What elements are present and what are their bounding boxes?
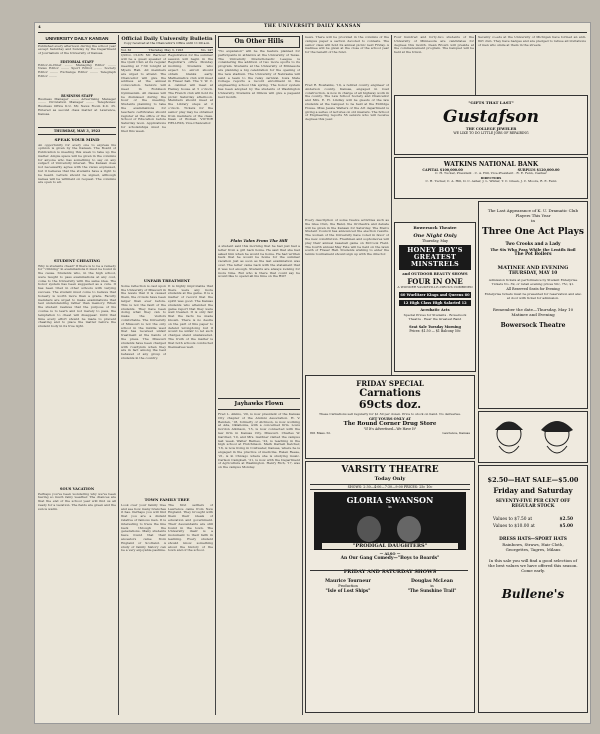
- bowersock-heading: Bowersock Theatre: [413, 225, 457, 230]
- ticket-prices: Prices: $1.50 — $1 Balcony 50c: [409, 328, 461, 333]
- student-cheating-heading: STUDENT CHEATING: [53, 257, 101, 263]
- watkins-bank: WATKINS NATIONAL BANK: [443, 161, 539, 168]
- ladies-illustration: [478, 411, 588, 463]
- reserved-seats: All Reserved Seats for Evening: [506, 286, 560, 291]
- showtimes: SHOWS: 2:30—4:00—7:30—9:00 PRICES: 25c 10c: [310, 484, 470, 490]
- seat-sale: Seat Sale Tuesday Morning: [409, 324, 461, 329]
- jayhawks-flown-heading: Jayhawks Flown: [218, 398, 300, 410]
- issue-number: No. 147: [200, 47, 213, 52]
- paper-title: UNIVERSITY DAILY KANSAN: [45, 36, 109, 41]
- minstrel-show-name: HONEY BOY'S GREATEST MINSTRELS: [399, 245, 471, 270]
- materials-2: Georgettes, Tagres, Milans: [505, 547, 561, 552]
- newspaper-page: 4 THE UNIVERSITY DAILY KANSAN UNIVERSITY DAILY KANSAN Published every afternoon during the school year except Saturday and Sunday by the Department of Journalism of the University of Kansas. EDITORIAL STAFF Editor-in-Chief ........ Managing Editor ........ News Editor ........ Sport Editor ........ Society Editor ........ Exchange Editor ........ Telegraph Editor ........ BUSINESS STAFF Business Manager ........ Advertising Manager ........ Circulation Manager ........ Telephones: Business Office K.U. 66; News Room K.U. 25. Entered as second class matter at Lawrence, Kansas. THURSDAY, MAY 3, 1923 SPEAK YOUR MIND An opportunity for every one to express his opinion is given by the Kansan. The Board of Publication is meeting this week to take up the matter. Ample space will be given in the columns for anyone who has something to say on any subject of University interest. The Kansan does not necessarily agree with the views expressed, but it believes that the students have a right to be heard. Letters should be signed, although names will be withheld on request. The columns are open to all. STUDENT CHEATING Why is students cheat? If there is to be a remedy for "cribbing" in examinations it must be found in the cause. Students who, in the high school, were taught to pass examinations at any cost, come to the University with the same idea. The honor system has been suggested as a cure. It has been tried in other schools with varying success. The student must come to believe that honesty is worth more than a grade. Faculty members are urged to make examinations that test understanding rather than memory. When the student realizes that the purpose of his course is to learn and not merely to pass, the temptation to cheat will disappear. Until that time every effort should be made to prevent cheating and to place the matter before the student body in its true light. SOUS VACATION Perhaps you've been wondering why we've been having so much rainy weather. The chances are that the end of the school year will find us all ready for a vacation. The fields are green and the sun is warm. Official Daily University Bulletin Copy received at the Chancellor's Office until 11:00 a.m. Vol. XI Thursday, May 3, 1923 No. 147 QUILL CLUB: Mr. Barbour will be a guest speaker of the Quill Club at its regular meeting at 7:30 tonight at Myers Hall. All members are urged to attend. The Chancellor will give the address at the annual convocation. Seniors will meet in Robinson Gymnasium. All classes will be dismissed during the hour of the meeting. Students planning to take the examinations for teachers certificates should register at the office of the School of Education before Saturday noon. Applications for scholarships must be filed this week. Registration for the summer session will begin in the Registrar's office Monday morning. Students who expect to enroll should obtain blanks early. Mathematics club will meet in Fraser hall. The Y. W. C. A. cabinet will meet at Henley house at 5 o'clock. The French club will hold its picnic Saturday afternoon. Members should meet at the Library steps at 2 o'clock. Tickets for the senior play may be obtained from members of the class. Dean of Women. VICTOR HELLEKS, Vice-Chancellor. UNFAIR TREATMENT Some reflection is cast upon the University of Missouri in the levels that it is caused them, the crowds have been larger than ever before. This is not the fault of the students. They have been doing what they can to make the visitors comfortable. The University of Missouri is not the only school in the middle west that has received unfair treatment at the hands of the press. The Missouri students have been charged with rowdyism when they are in fact among the best behaved of any group of students in the country. It is highly improbable that there were any more students at the game. It is a matter of record that the spirit was good. The Kansas students who attended the game report that they were well treated. It is only fair that the facts be made known. There is no desire on the part of this paper to defend wrongdoing but it would be unfair to let such charges stand unanswered. The truth of the matter is that both schools conducted themselves well. TOWN FAMILY TREE Look over your family tree and see how many branches it has. Perhaps you will find that you are a distant relative of famous men. It is interesting to trace the line back through the generations. Many students have found that their ancestors came from England or Scotland. A study of family history can be a very enjoyable pastime. The first settlers of Lawrence came from New England. They brought with them their ideals of education and government. Their descendants are still found in the town. The University itself is a monument to their faith in learning. Every student should know something about the history of the town and of the school. On Other Hills "No expansion" will be the feature planned for participants in athletics at the University of Texas. The University Interscholastic League is considering the addition of two more sports to its program. Students at the University of Minnesota are planning a big celebration for the opening of the new stadium. The University of Nebraska will send a team to the relay carnival. Iowa State College reports a record enrollment in the engineering school this spring. The honor system has been adopted by the students of Washington University. Students at Illinois will give a pageant next month. Plain Tales From The Hill A student said this morning that he had just had a letter from a girl back home. He said that she had asked him when he would be home. He had written back that he would be home for the summer vacation just as soon as the last examination was over. The letter came back with the statement that it was not enough. Students are always looking for more time. But who is there that could say he would like to spend all his time on the Hill? Jayhawks Flown Fred L. Aikins, '20, is now president of the Kansas City chapter of the Alumni Association. H. V. Benden, '18, formerly of Atchison, is now working at Ada, Oklahoma, with a concerned firm. Louis Gordon Atkinson, '15, is now connected with the law firm in Kansas City, Missouri. Charles W. Gardner, '10, and Mrs. Gardner visited the campus last week. Walter Barnes, '22, is teaching in the high school at Hutchinson. Mark Darnell Ketcher, '16, is now living in Coldwater, Kansas, where he is engaged in the practice of medicine. Helen Reese, '21, is in Chicago where she is studying music. Carlson Campbell, '21, is now with the Department of Agriculture at Washington. Henry Rich, '17, was on the campus Monday. news. There will be provided in the columns of the campus paper a section devoted to contests. The senior class will hold its annual picnic next Friday. A matinee will be given at the close of the school year for the benefit of the fund. Fred R. Bowlanks, '19, a retired county engineer of Anderson county, Kansas, engaged in road construction, is now in charge of all highway work in the county. The Law School Society and Chancellor and Mrs. E. H. Lindley will be guests of the law students at the banquet to be held at the Eldridge House. Miss Jessie Walters of the Art department is giving a series of lectures on old masters. The School of Engineering reports 56 seniors who will receive degrees this year. Every description of some twelve activities such as the Glee Club, the Band, the Orchestra and debate will be given in the Kansan for Saturday. The Men's Student Council has announced the election results. The women of the University have voted in favor of the new constitution. Freshmen and sophomores will play their annual baseball game on McCook Field. The fourth annual May Fete will be held on the lawn south of Fraser Hall. Students wishing to enter the tennis tournament should sign up with the director. Bowersock Theatre One Night Only Thursday, May HONEY BOY'S GREATEST MINSTRELS and OUTDOOR BEAUTY SHOWS FOUR IN ONE A WONDER VAUDEVILLE-CIRCUS COMBINED 60 Wurlitzer Kings and Queens 60 12 High Class High Salaried 12 Acrobatic Acts Special Prices for Students · Bowersock Theatre · Hear the Greatest Band Seat Sale Tuesday Morning Prices: $1.50 — $1 Balcony 50c Four hundred and forty-two students of the University of Minnesota are candidates for degrees this month. Dean Brown will preside at the commencement program. The banquet will be held at the Union. Seventy co-eds at the University of Michigan have formed an anti-flirt club. They have badges and are pledged to refuse all invitations of men who smile at them in the streets. "GIFTS THAT LAST" Gustafson THE COLLEGE JEWELER WE LIKE TO DO LITTLE JOBS OF REPAIRING WATKINS NATIONAL BANK CAPITAL $100,000.00 SURPLUS $120,000.00 C. H. Tucker, President · C. A. Hill, Vice-President · R. E. Fenn, Cashier DIRECTORS C. H. Tucker, C. A. Hill, D. C. Asher, J. L. Wilder, T. C. Green, J. C. Moore, R. E. Fenn The Last Appearance of K. U. Dramatic Club Players This Year in Three One Act Plays Two Crooks and a Lady The Six Who Pass While the Lentils Boil The Pot Boilers MATINEE AND EVENING THURSDAY, MAY 10 Admission tickets at performance by Student Enterprise Tickets No. 39, or retail evening prices 50c, 75c, $1. All Reserved Seats for Evening Enterprise tickets must be presented for reservation and also at door with ticket for admission. Remember the date—Thursday, May 10 Matinee and Evening Bowersock Theatre FRIDAY SPECIAL Carnations 69cts doz. These Carnations sell regularly for $1.50 per dozen. Price to stock on hand. No deliveries. GET YOURS ONLY AT The Round Corner Drug Store "If It's Advertised—We Have It" 801 Mass. St. Lawrence, Kansas VARSITY THEATRE Today Only SHOWS: 2:30—4:00—7:30—9:00 PRICES: 25c 10c GLORIA SWANSON in "PRODIGAL DAUGHTERS" — ALSO — An Our Gang Comedy—"Boys to Boards" FRIDAY AND SATURDAY SHOWS Maurice Tourneur Production "Isle of Lost Ships" Douglas McLean in "The Sunshine Trail" $2.50—HAT SALE—$5.00 Friday and Saturday SEVENTY-FIVE PER CENT OFF REGULAR STOCK Values to $7.50 at $2.50 Values to $10.00 at $5.00 DRESS HATS—SPORT HATS Rainbows, Straws, Hair Cloth, Georgettes, Tagres, Milans In this sale you will find a good selection of the best values we have offered this season. Come early. Bullene's: [34, 22, 591, 724]
- masthead-rule: [38, 32, 587, 33]
- douglas-mclean: Douglas McLean: [411, 579, 453, 584]
- value-1-label: Values to $7.50 at: [493, 517, 533, 522]
- in-text: in: [531, 218, 535, 223]
- unfair-treatment-heading: UNFAIR TREATMENT: [143, 277, 191, 283]
- plain-tales-heading: Plain Tales From The Hill: [230, 238, 288, 243]
- seventy-five-off: SEVENTY-FIVE PER CENT OFF: [495, 499, 571, 504]
- regular-stock: REGULAR STOCK: [511, 504, 555, 509]
- page-number: 4: [38, 24, 41, 29]
- bulletin-date: Thursday, May 3, 1923: [148, 47, 184, 52]
- value-1-price: $2.50: [559, 517, 573, 522]
- gustafson-logo: Gustafson: [443, 107, 539, 127]
- maurice-tourneur: Maurice Tourneur: [325, 579, 371, 584]
- issue-date: THURSDAY, MAY 3, 1923: [53, 128, 101, 133]
- carnation-price: 69cts doz.: [358, 398, 422, 411]
- col-divider: [302, 35, 303, 715]
- hat-sale-prices: $2.50—HAT SALE—$5.00: [487, 476, 579, 484]
- speak-your-mind-heading: SPEAK YOUR MIND: [54, 136, 100, 142]
- isle-of-lost-ships: "Isle of Lost Ships": [325, 588, 371, 593]
- on-other-hills-heading: On Other Hills: [234, 38, 284, 45]
- masthead-title: THE UNIVERSITY DAILY KANSAN: [263, 24, 362, 29]
- jeweler-title: THE COLLEGE JEWELER: [465, 127, 517, 131]
- col-divider: [118, 35, 119, 715]
- production-label: Production: [338, 584, 358, 588]
- dress-sport-hats: DRESS HATS—SPORT HATS: [499, 537, 567, 542]
- col-divider: [215, 35, 216, 715]
- surplus: SURPLUS $120,000.00: [517, 168, 560, 172]
- acts-line: 12 High Class High Salaried 12: [399, 300, 471, 306]
- volume: Vol. XI: [121, 47, 131, 52]
- today-only: Today Only: [374, 476, 406, 482]
- value-2-label: Values to $10.00 at: [493, 524, 535, 529]
- jeweler-subtitle: WE LIKE TO DO LITTLE JOBS OF REPAIRING: [453, 131, 529, 135]
- friday-and-saturday: Friday and Saturday: [493, 486, 573, 495]
- remember-date: Remember the date—Thursday, May 10: [492, 306, 574, 312]
- capital: CAPITAL $100,000.00: [422, 168, 463, 172]
- sale-plea: In this sale you will find a good selection of the best values we have offered this season. Come early.: [488, 558, 578, 573]
- four-in-one: FOUR IN ONE: [407, 277, 463, 286]
- gifts-tagline: "GIFTS THAT LAST": [468, 100, 514, 105]
- col-divider: [391, 35, 392, 375]
- play-3: The Pot Boilers: [514, 252, 552, 257]
- three-one-act-plays: Three One Act Plays: [482, 227, 584, 237]
- bowersock-theatre: Bowersock Theatre: [500, 321, 566, 329]
- acrobatic-acts: Acrobatic Acts: [420, 307, 450, 312]
- town-family-tree-heading: TOWN FAMILY TREE: [144, 496, 190, 502]
- bulletin-title: Official Daily University Bulletin: [121, 36, 213, 42]
- business-staff-heading: BUSINESS STAFF: [61, 93, 93, 98]
- bullenes-logo: Bullene's: [501, 587, 565, 601]
- also-label: — ALSO —: [379, 552, 401, 556]
- city: Lawrence, Kansas: [442, 430, 470, 435]
- in-label-2: in: [430, 584, 434, 588]
- bulletin-subtitle: Copy received at the Chancellor's Office until 11:00 a.m.: [123, 41, 211, 45]
- players-this-year: Players This Year: [515, 213, 551, 218]
- last-appearance: The Last Appearance of K. U. Dramatic Club: [487, 208, 579, 213]
- carnations: Carnations: [359, 388, 421, 399]
- gloria-swanson: GLORIA SWANSON: [346, 495, 434, 505]
- matinee-and-evening: Matinee and Evening: [511, 311, 555, 317]
- editorial-staff-heading: EDITORIAL STAFF: [60, 59, 94, 64]
- sunshine-trail: "The Sunshine Trail": [407, 588, 457, 593]
- wurlitzer-line: 60 Wurlitzer Kings and Queens 60: [400, 292, 470, 297]
- one-night-only: One Night Only: [413, 233, 457, 239]
- prodigal-daughters: "PRODIGAL DAUGHTERS": [322, 543, 458, 549]
- friday-saturday-shows: FRIDAY AND SATURDAY SHOWS: [343, 569, 437, 575]
- movie-poster: [314, 492, 466, 550]
- play-2: The Six Who Pass While the Lentils Boil: [490, 247, 576, 252]
- get-yours: GET YOURS ONLY AT: [368, 416, 412, 421]
- show-date: Thursday, May: [421, 239, 449, 243]
- motto: "If It's Advertised—We Have It": [363, 426, 417, 431]
- directors: DIRECTORS: [480, 175, 502, 180]
- address: 801 Mass. St.: [310, 430, 331, 435]
- in-label: in: [388, 505, 392, 509]
- our-gang-comedy: An Our Gang Comedy—"Boys to Boards": [340, 556, 440, 561]
- sous-vacation-heading: SOUS VACATION: [59, 486, 95, 491]
- thursday-may-10: THURSDAY, MAY 10: [508, 271, 558, 276]
- materials-1: Rainbows, Straws, Hair Cloth,: [502, 542, 564, 547]
- matinee-evening: MATINEE AND EVENING: [497, 265, 569, 271]
- drug-store-name: The Round Corner Drug Store: [343, 420, 437, 427]
- varsity-theatre: VARSITY THEATRE: [341, 465, 439, 475]
- friday-special: FRIDAY SPECIAL: [356, 379, 424, 388]
- value-2-price: $5.00: [559, 524, 573, 529]
- outdoor-beauty: and OUTDOOR BEAUTY SHOWS: [402, 272, 468, 276]
- play-1: Two Crooks and a Lady: [505, 242, 561, 247]
- col-divider: [475, 35, 476, 95]
